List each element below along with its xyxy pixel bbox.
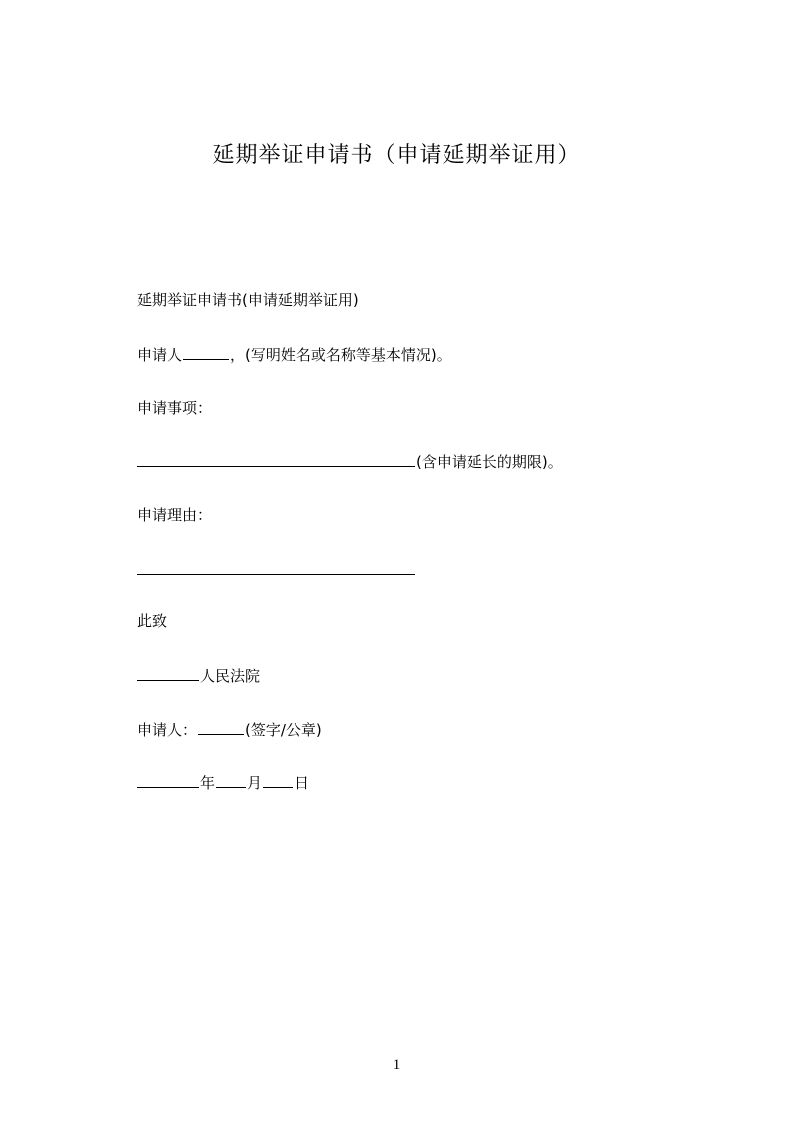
date-month-label: 月 (247, 774, 263, 792)
matters-blank (137, 450, 415, 467)
date-day-label: 日 (294, 774, 310, 792)
reason-blank (137, 558, 415, 575)
signature-line (137, 718, 322, 741)
applicant-suffix: ，(写明姓名或名称等基本情况)。 (230, 346, 452, 364)
reason-line (137, 558, 416, 581)
date-year-label: 年 (200, 774, 216, 792)
document-title: 延期举证申请书（申请延期举证用） (212, 143, 581, 168)
date-line (137, 771, 309, 794)
court-suffix: 人民法院 (200, 667, 261, 685)
signature-blank (198, 718, 244, 735)
year-blank (137, 771, 199, 788)
signature-prefix: 申请人： (137, 721, 198, 739)
day-blank (263, 771, 293, 788)
court-line (137, 664, 260, 687)
month-blank (216, 771, 246, 788)
signature-suffix: (签字/公章) (245, 721, 322, 739)
page-number: 1 (392, 1057, 401, 1073)
matters-line (137, 450, 563, 473)
matters-label: 申请事项： (137, 399, 213, 417)
applicant-line (137, 343, 452, 366)
heading-line: 延期举证申请书(申请延期举证用) (137, 291, 359, 309)
reason-label: 申请理由： (137, 506, 213, 524)
salutation: 此致 (137, 612, 168, 630)
applicant-prefix: 申请人 (137, 346, 183, 364)
matters-suffix: (含申请延长的期限)。 (416, 453, 563, 471)
applicant-name-blank (183, 343, 229, 360)
court-name-blank (137, 664, 199, 681)
